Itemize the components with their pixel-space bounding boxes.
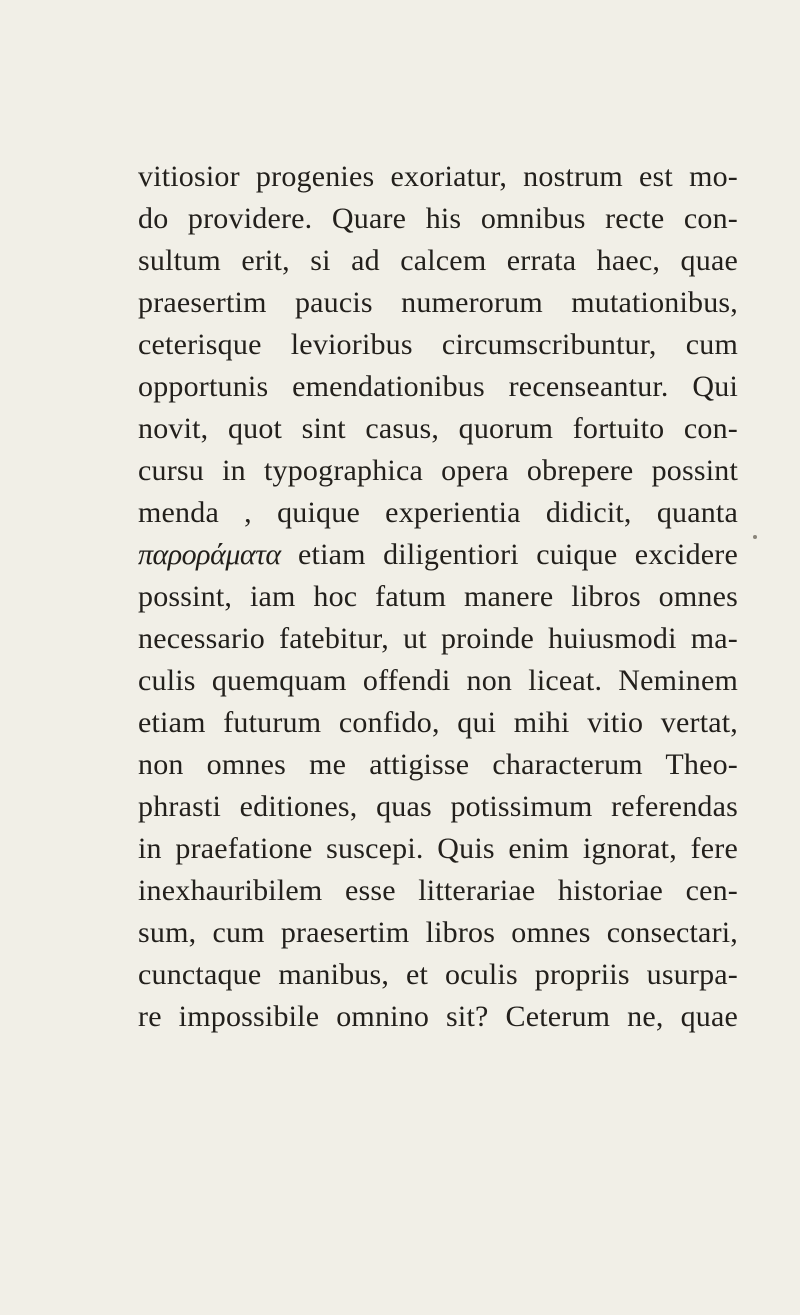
text-line: novit, quot sint casus, quorum fortuito con- <box>138 412 738 445</box>
text-line: cursu in typographica opera obrepere possint <box>138 454 738 487</box>
greek-word: παροράματα <box>138 538 281 571</box>
text-line: possint, iam hoc fatum manere libros omnes <box>138 580 738 613</box>
text-line: sultum erit, si ad calcem errata haec, quae <box>138 244 738 277</box>
text-line: phrasti editiones, quas potissimum referendas <box>138 790 738 823</box>
text-line: culis quemquam offendi non liceat. Neminem <box>138 664 738 697</box>
text-line: non omnes me attigisse characterum Theo- <box>138 748 738 781</box>
text-line: inexhauribilem esse litterariae historiae cen- <box>138 874 738 907</box>
text-line: vitiosior progenies exoriatur, nostrum est mo- <box>138 160 738 193</box>
text-line: etiam futurum confido, qui mihi vitio vertat, <box>138 706 738 739</box>
text-line-greek <box>138 534 738 576</box>
body-text <box>138 156 738 1038</box>
text-line: sum, cum praesertim libros omnes consectari, <box>138 916 738 949</box>
margin-speck <box>753 535 757 539</box>
greek-line-rest: etiam diligentiori cuique excidere <box>280 538 738 571</box>
text-line: menda , quique experientia didicit, quanta <box>138 496 738 529</box>
text-line: praesertim paucis numerorum mutationibus, <box>138 286 738 319</box>
text-line: do providere. Quare his omnibus recte con- <box>138 202 738 235</box>
text-line: opportunis emendationibus recenseantur. Qui <box>138 370 738 403</box>
text-line: ceterisque levioribus circumscribuntur, cum <box>138 328 738 361</box>
text-line: in praefatione suscepi. Quis enim ignorat, fere <box>138 832 738 865</box>
text-line: cunctaque manibus, et oculis propriis usurpa- <box>138 958 738 991</box>
text-line: necessario fatebitur, ut proinde huiusmodi ma- <box>138 622 738 655</box>
text-line-last: re impossibile omnino sit? Ceterum ne, quae <box>138 1000 738 1033</box>
